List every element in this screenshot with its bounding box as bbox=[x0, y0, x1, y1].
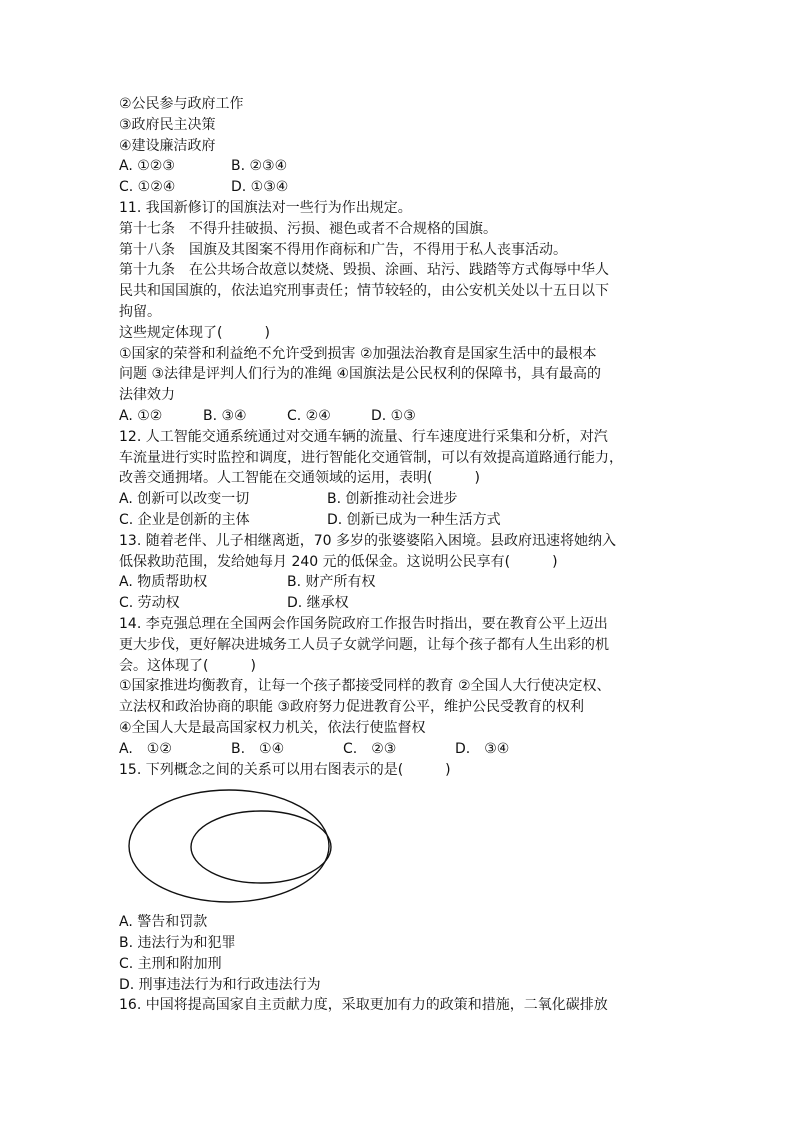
option-b: B. 违法行为和犯罪 bbox=[119, 935, 236, 952]
venn-diagram bbox=[119, 786, 681, 904]
q11-article-19: 拘留。 bbox=[119, 303, 161, 320]
q14-statements: 立法权和政治协商的职能 ③政府努力促进教育公平，维护公民受教育的权利 bbox=[119, 699, 584, 716]
option-d: D. 刑事违法行为和行政违法行为 bbox=[119, 976, 321, 993]
q11-article-18: 第十八条 国旗及其图案不得用作商标和广告，不得用于私人丧事活动。 bbox=[119, 241, 567, 258]
option-b: B. ①④ bbox=[231, 740, 285, 757]
option-b: B. 财产所有权 bbox=[287, 574, 376, 591]
q14-stem: 14. 李克强总理在全国两会作国务院政府工作报告时指出，要在教育公平上迈出 bbox=[119, 615, 608, 632]
q10-options bbox=[119, 156, 681, 177]
option-a: A. ①② bbox=[119, 740, 172, 757]
option-c: C. ②③ bbox=[343, 740, 397, 757]
q13-options bbox=[119, 572, 681, 593]
q11-article-19: 第十九条 在公共场合故意以焚烧、毁损、涂画、玷污、践踏等方式侮辱中华人 bbox=[119, 262, 609, 279]
q11-statements: 问题 ③法律是评判人们行为的准绳 ④国旗法是公民权利的保障书，具有最高的 bbox=[119, 366, 601, 383]
option-c: C. 企业是创新的主体 bbox=[119, 511, 250, 528]
outer-ellipse bbox=[129, 790, 329, 902]
option-c: C. ①②④ bbox=[119, 179, 176, 196]
q12-options bbox=[119, 489, 681, 510]
option-a: A. ①② bbox=[119, 407, 163, 424]
nested-ellipses-figure bbox=[125, 786, 341, 904]
q16-stem: 16. 中国将提高国家自主贡献力度，采取更加有力的政策和措施，二氧化碳排放 bbox=[119, 997, 608, 1014]
q11-article-19: 民共和国国旗的，依法追究刑事责任；情节较轻的，由公安机关处以十五日以下 bbox=[119, 283, 609, 300]
option-c: C. ②④ bbox=[287, 407, 331, 424]
q14-stem: 更大步伐，更好解决进城务工人员子女就学问题，让每个孩子都有人生出彩的机 bbox=[119, 636, 609, 653]
option-d: D. 创新已成为一种生活方式 bbox=[327, 511, 501, 528]
q12-stem: 车流量进行实时监控和调度，进行智能化交通管制，可以有效提高道路通行能力， bbox=[119, 449, 623, 466]
option-a: A. 物质帮助权 bbox=[119, 574, 208, 591]
option-c: C. 劳动权 bbox=[119, 595, 180, 612]
text-line: ③政府民主决策 bbox=[119, 116, 216, 133]
option-d: D. ①③ bbox=[371, 407, 416, 424]
inner-ellipse bbox=[191, 811, 331, 883]
q13-stem: 13. 随着老伴、儿子相继离逝，70 多岁的张婆婆陷入困境。县政府迅速将她纳入 bbox=[119, 532, 616, 549]
q11-options bbox=[119, 406, 681, 427]
q14-statements: ④全国人大是最高国家权力机关，依法行使监督权 bbox=[119, 719, 426, 736]
option-b: B. ②③④ bbox=[231, 158, 288, 175]
option-d: D. 继承权 bbox=[287, 595, 349, 612]
q14-statements: ①国家推进均衡教育，让每一个孩子都接受同样的教育 ②全国人大行使决定权、 bbox=[119, 678, 611, 695]
option-a: A. ①②③ bbox=[119, 158, 175, 175]
option-a: A. 创新可以改变一切 bbox=[119, 491, 250, 508]
q12-stem: 改善交通拥堵。人工智能在交通领域的运用，表明( ) bbox=[119, 470, 480, 487]
option-b: B. 创新推动社会进步 bbox=[327, 491, 458, 508]
q13-options bbox=[119, 593, 681, 614]
q11-stem: 11. 我国新修订的国旗法对一些行为作出规定。 bbox=[119, 199, 412, 216]
text-line: ②公民参与政府工作 bbox=[119, 96, 244, 112]
q10-options bbox=[119, 177, 681, 198]
option-a: A. 警告和罚款 bbox=[119, 914, 208, 931]
q14-stem: 会。这体现了( ) bbox=[119, 657, 256, 674]
q12-options bbox=[119, 510, 681, 531]
q13-stem: 低保救助范围，发给她每月 240 元的低保金。这说明公民享有( ) bbox=[119, 553, 558, 570]
option-d: D. ①③④ bbox=[231, 179, 289, 196]
document-page bbox=[119, 94, 681, 1016]
q11-statements: 法律效力 bbox=[119, 387, 175, 404]
q15-stem: 15. 下列概念之间的关系可以用右图表示的是( ) bbox=[119, 761, 451, 778]
q11-article-17: 第十七条 不得升挂破损、污损、褪色或者不合规格的国旗。 bbox=[119, 220, 497, 237]
option-d: D. ③④ bbox=[455, 740, 510, 757]
option-c: C. 主刑和附加刑 bbox=[119, 955, 222, 972]
text-line: ④建设廉洁政府 bbox=[119, 137, 216, 154]
q12-stem: 12. 人工智能交通系统通过对交通车辆的流量、行车速度进行采集和分析，对汽 bbox=[119, 428, 608, 445]
q11-question: 这些规定体现了( ) bbox=[119, 324, 270, 341]
q11-statements: ①国家的荣誉和利益绝不允许受到损害 ②加强法治教育是国家生活中的最根本 bbox=[119, 345, 597, 362]
option-b: B. ③④ bbox=[203, 407, 247, 424]
q14-options bbox=[119, 739, 681, 760]
